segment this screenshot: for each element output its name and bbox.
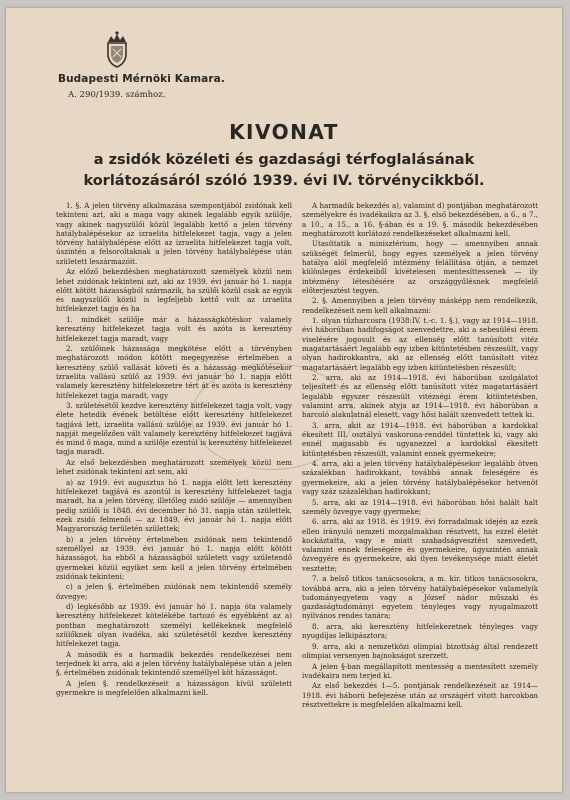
- paragraph: 2. §. Amennyiben a jelen törvény másképp nem rendelkezik, rendelkezéseit nem kell alkalmazni:: [302, 296, 538, 315]
- paragraph: A jelen §-ban megállapított mentesség a mentesített személy ivadékaira nem terjed ki.: [302, 661, 538, 680]
- paragraph: b) a jelen törvény értelmében zsidónak nem tekintendő személlyel az 1939. évi január hó 1. napja előtt kötött házasságot, ha ebből a házasságból született vagy születendő gyermekei közül egyiket sem kell a jelen törvény értelmében zsidónak tekinteni;: [56, 534, 292, 581]
- paragraph: 1. olyan tűzharcosra (1938:IV. t.-c. 1. §.), vagy az 1914—1918. évi háborúban hadifogságot szenvedettre, aki a sebesülési érem viselésére jogosult és az ellenség előtt tanúsított vitéz magatartásáért legalább egy izben kitüntetésben részesült, vagy olyan hadirokkantra, aki az ellenség előtt tanúsított vitéz magatartásáért legalább egy izben kitüntetésben részesült;: [302, 316, 538, 372]
- paragraph: 8. arra, aki keresztény hitfelekezetnek tényleges vagy nyugdíjas lelkipásztora;: [302, 621, 538, 641]
- paragraph: 5. arra, aki az 1914—1918. évi háborúban hősi halált halt személy özvegye vagy gyermeke;: [302, 497, 538, 516]
- organization-name: Budapesti Mérnöki Kamara.: [58, 73, 225, 85]
- paragraph: 1. §. A jelen törvény alkalmazása szempontjából zsidónak kell tekinteni azt, aki a maga vagy akinek legalább egyik szülője, vagy akinek nagyszülői közül legalább kettő a jelen törvény hatálybalépésekor az izraelita hitfelekezet tagja, vagy a jelen törvény hatálybalépése előtt az izraelita hitfelekezet tagja volt, úszintén a felsoroltaknak a jelen törvény hatálybalépése után született leszármazóit.: [56, 201, 292, 266]
- crown-shield-icon: [102, 30, 132, 70]
- document-title: KIVONAT: [229, 120, 339, 144]
- document-subtitle: [6, 150, 562, 192]
- paragraph: A harmadik bekezdés a), valamint d) pontjában meghatározott személyekre és ivadékaikra az 3. §. első bekezdésében, a 6., a 7., a 10., a 15., a 16. §-ában és a 19. §. második bekezdésében meghatározott korlátozó rendelkezéseket alkalmazni kell.: [302, 201, 538, 238]
- right-text-column: [302, 201, 538, 781]
- paragraph: A jelen §. rendelkezéseit a házasságon kívül született gyermekre is megfelelően alkalmazni kell.: [56, 678, 292, 698]
- paragraph: a) az 1919. évi augusztus hó 1. napja előtt lett keresztény hitfelekezet tagjává és azontúl is keresztény hitfelekezet tagja maradt, ha a jelen törvény, illetőleg zsidó szülője — amennyiben pedig szülői is 1848. évi december hó 31. napja után születtek, ezek zsidó felmenői — az 1849. évi január hó 1. napja előtt Magyarország területén születtek;: [56, 477, 292, 534]
- paragraph: 1. mindkét szülője már a házasságkötéskor valamely keresztény hitfelekezet tagja volt és azóta is keresztény hitfelekezet tagja maradt, vagy: [56, 314, 292, 343]
- paragraph: 2. arra, aki az 1914—1918. évi háborúban szolgálatot teljesített és az ellenség előtt tanúsított vitéz magatartásáért legalább egyszer részesült vitézségi érem kitüntetésben, valamint arra, akinek atyja az 1914—1918. évi háborúban a harcoló alakulatnál elesett, vagy hősi halált szenvedett tettek ki.: [302, 373, 538, 420]
- paragraph: Az előző bekezdésben meghatározott személyek közül nem lehet zsidónak tekinteni azt, aki az 1939. évi január hó 1. napja előtt kötött házasságból származik, ha szülői közül csak az egyik és nagyszülői közül is legfeljebb kettő volt az izraelita hitfelekezet tagja és ha: [56, 267, 292, 314]
- paragraph: 4. arra, aki a jelen törvény hatálybalépésekor legalább ötven százalékban hadirokkant, továbbá annak feleségére és gyermekeire, aki a jelen törvény hatálybalépésekor hetvenöt vagy száz százalékban hadirokkant;: [302, 459, 538, 497]
- paragraph: Az első bekezdésben meghatározott személyek közül nem lehet zsidónak tekinteni azt sem, aki: [56, 457, 292, 477]
- reference-number: A. 290/1939. számhoz.: [68, 90, 166, 100]
- document-page: [6, 8, 562, 792]
- paragraph: Utasíttatik a minisztérium, hogy — amennyiben annak szükségét felmerül, hogy egyes személyek a jelen törvény hatálya alól megfelelő intézmény felállítása útján, a nemzet különleges érdekeiből kivételesen mentesíttessenek — ily intézmény létesítésére az országgyűlésnek megfelelő előterjesztést tegyen.: [302, 239, 538, 295]
- paragraph: d) legkésőbb az 1939. évi január hó 1. napja óta valamely keresztény hitfelekezet kötelékébe tartozó és egyébként az a) pontban meghatározott személyi kellékeknek megfelelő szülőknek olyan ivadéka, aki születésétől kezdve keresztény hitfelekezet tagja.: [56, 602, 292, 649]
- paragraph: 6. arra, aki az 1918. és 1919. évi forradalmak idején az ezek ellen irányuló nemzeti mozgalmakban résztvett, ha ezzel életét kockáztatta, vagy e miatt szabadságvesztést szenvedett, valamint ennek feleségére és gyermekeire, úgyszintén annak özvegyére és gyermekeire, aki ilyen tevékenysége miatt életét vesztette;: [302, 517, 538, 573]
- paragraph: A második és a harmadik bekezdés rendelkezései nem terjednek ki arra, aki a jelen törvény hatálybalépése után a jelen §. értelmében zsidónak tekintendő személlyel köt házasságot.: [56, 649, 292, 678]
- paragraph: 7. a belső titkos tanácsosokra, a m. kir. titkos tanácsosokra, továbbá arra, aki a jelen törvény hatálybalépésekor valamelyik tudományegyetem vagy a József nádor műszaki és gazdaságtudományi egyetem tényleges vagy nyugalmazott nyilvános rendes tanára;: [302, 574, 538, 621]
- coat-of-arms-emblem: [102, 30, 132, 70]
- paragraph: c) a jelen §. értelmében zsidónak nem tekintendő személy özvegye;: [56, 582, 292, 601]
- paragraph: 9. arra, aki a nemzetközi olimpiai bizottság által rendezett olimpiai versenyen bajnokságot szerzett.: [302, 641, 538, 661]
- paragraph: 3. születésétől kezdve keresztény hitfelekezet tagja volt, vagy élete hetedik évének betöltése előtt keresztény hitfelekezet tagjává lett, izraelita vallású szülője az 1939. évi január hó 1. napját megelőzően vált valamely keresztény hitfelekezet tagjává és mind ő maga, mind a szülője ezentúl is keresztény hitfelekezet tagja maradt.: [56, 400, 292, 457]
- paragraph: 2. szülőinek házassága megkötése előtt a törvényben meghatározott módon kötött megegyezése értelmében a keresztény szülő vallását követi és a házasság megkötésekor izraelita vallású szülő az 1939. évi január hó 1. napja előtt valamely keresztény hitfelekezetre tért át és azóta is keresztény hitfelekezet tagja maradt, vagy: [56, 344, 292, 400]
- left-text-column: [56, 201, 292, 781]
- subtitle-line-1: a zsidók közéleti és gazdasági térfoglalásának: [93, 152, 475, 168]
- paragraph: 3. arra, akit az 1914—1918. évi háborúban a kardokkal ékesített III. osztályú vaskorona-renddel tüntettek ki, vagy aki ennél magasabb és ugyanezzel a kardokkal ékesített kitüntetésben részesült, valamint ennek gyermekeire;: [302, 420, 538, 458]
- subtitle-line-2: korlátozásáról szóló 1939. évi IV. törvénycikkből.: [83, 173, 485, 189]
- paragraph: Az első bekezdés 1—5. pontjának rendelkezéseit az 1914—1918. évi háború befejezése után az országért vitott harcokban résztvettekre is megfelelően alkalmazni kell.: [302, 681, 538, 709]
